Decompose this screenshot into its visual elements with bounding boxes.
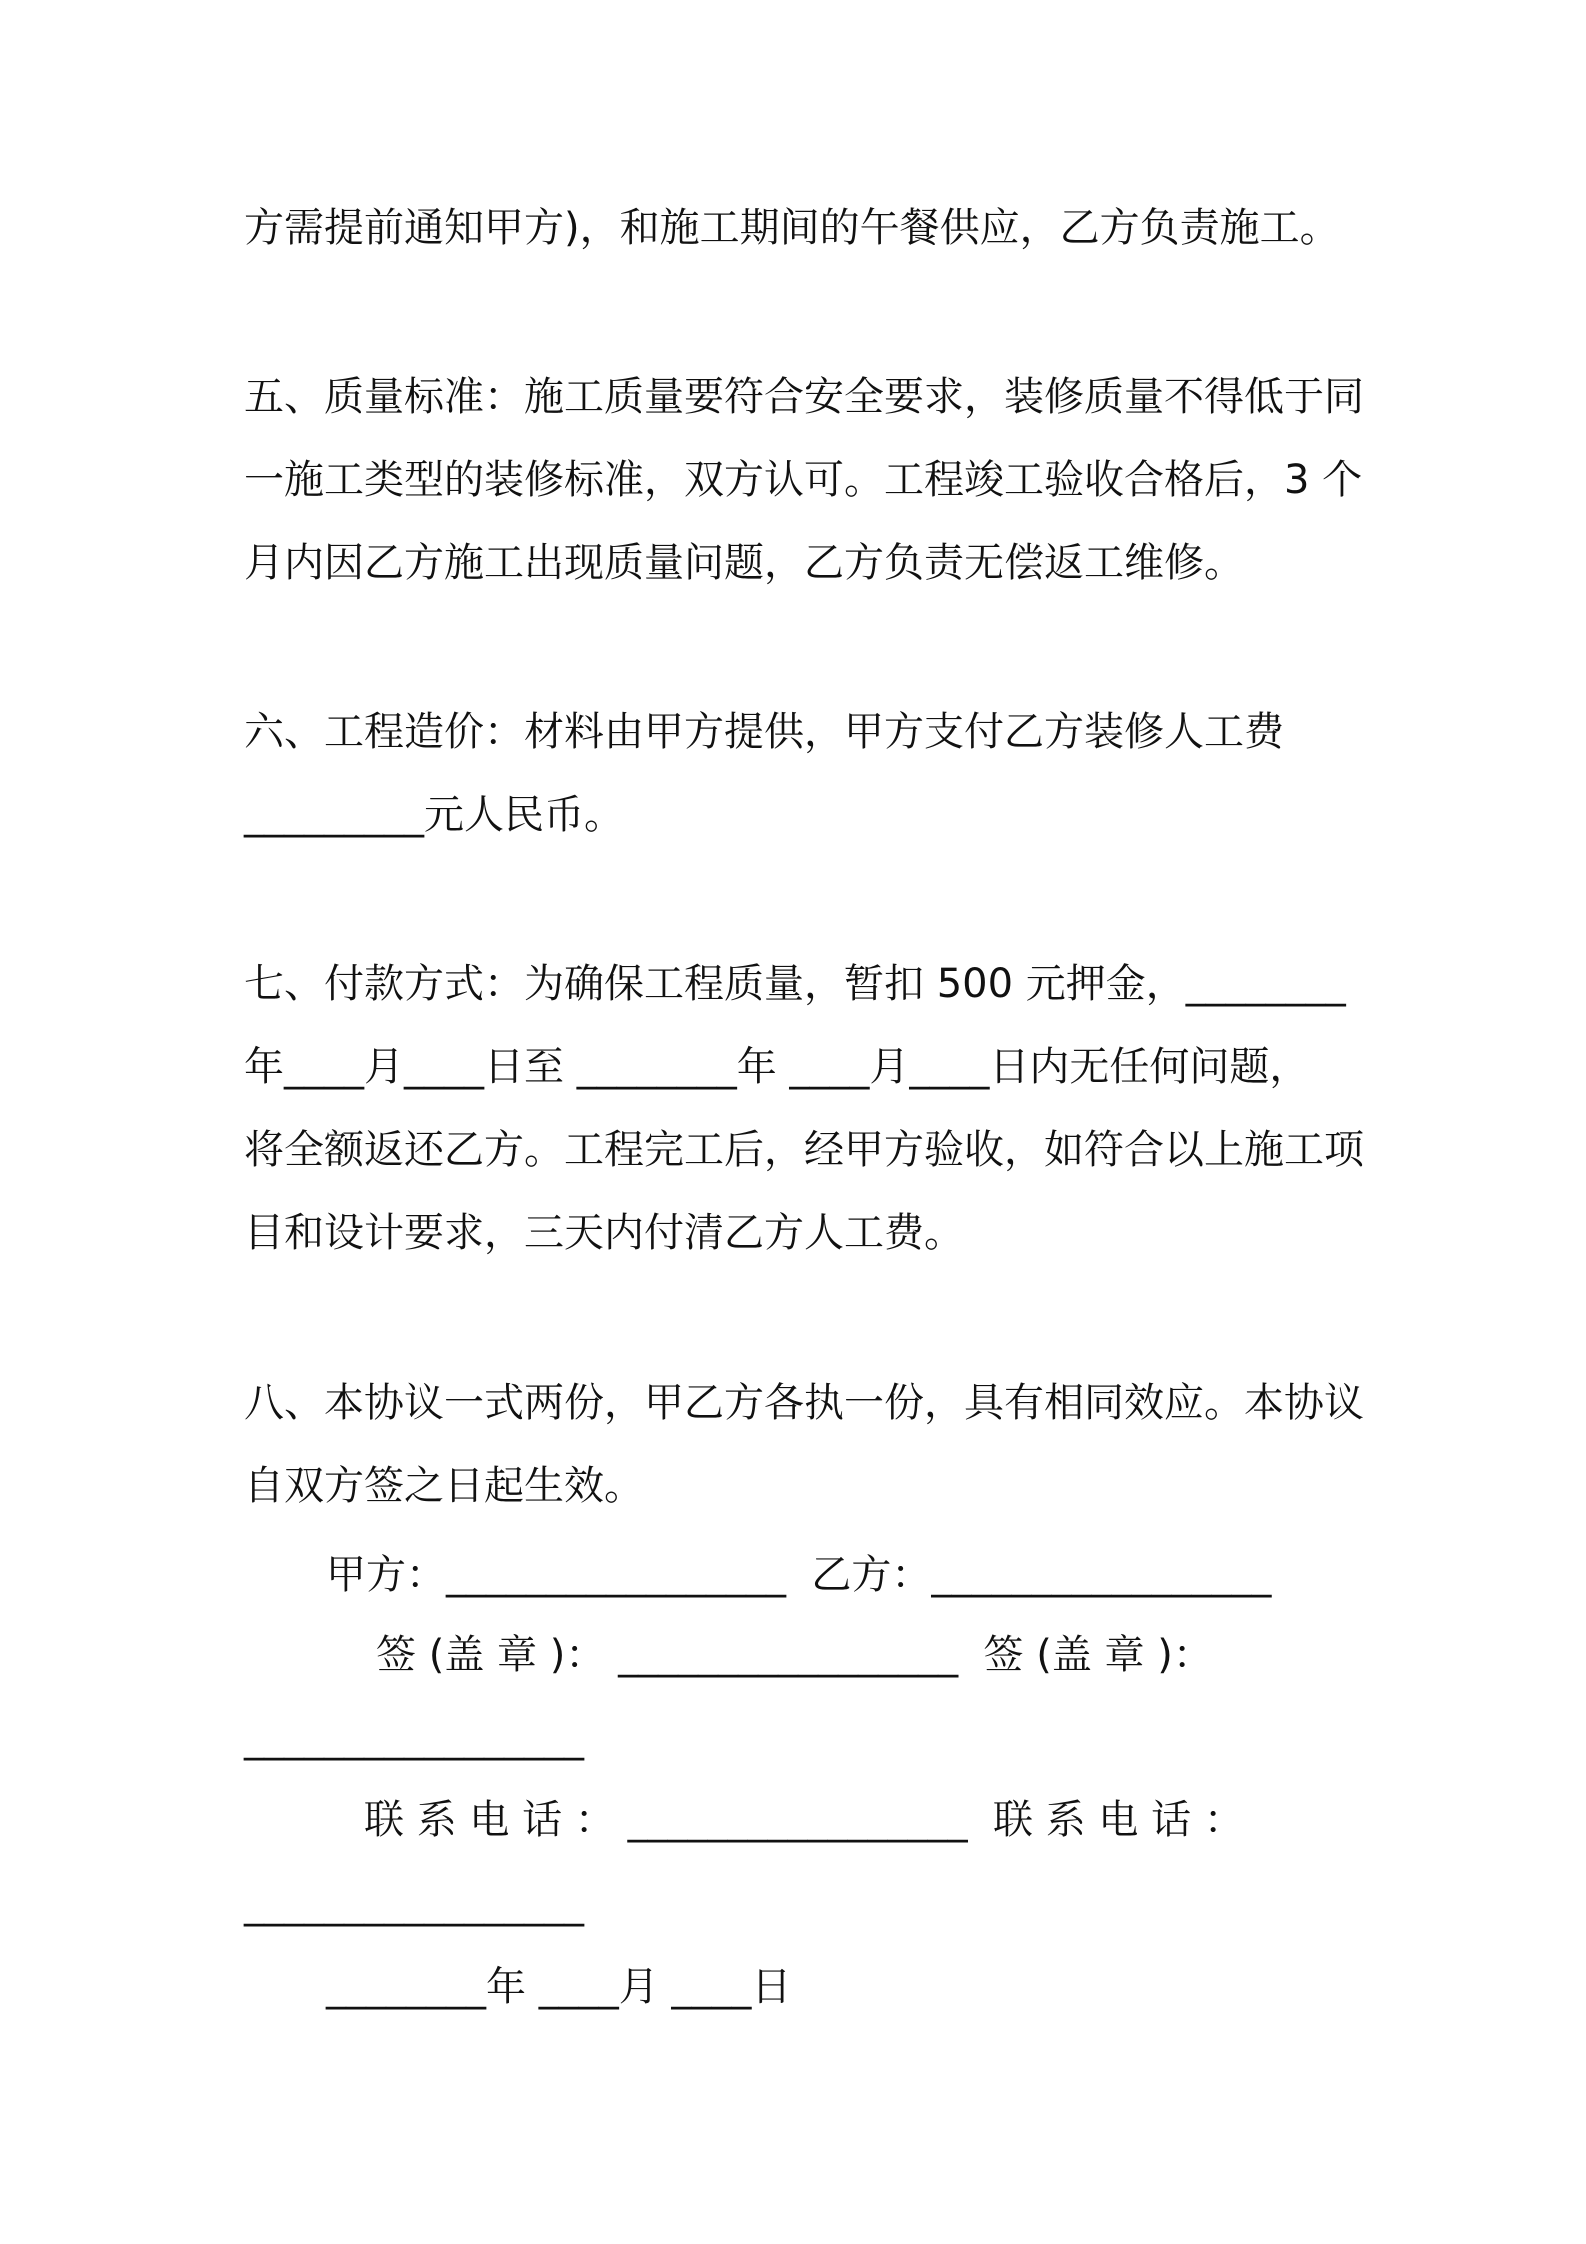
section7-line-1: 七、付款方式：为确保工程质量，暂扣 500 元押金，________ — [244, 961, 1346, 1007]
section6-line-1: 六、工程造价：材料由甲方提供，甲方支付乙方装修人工费 — [244, 709, 1284, 755]
intro-line-1: 方需提前通知甲方)，和施工期间的午餐供应，乙方负责施工。 — [244, 205, 1340, 251]
signature-phone: 联 系 电 话 ： _________________ 联 系 电 话 ： — [364, 1797, 1244, 1843]
signature-parties: 甲方：_________________ 乙方：_________________ — [326, 1552, 1272, 1598]
section7-line-3: 将全额返还乙方。工程完工后，经甲方验收，如符合以上施工项 — [244, 1127, 1364, 1173]
section6-line-2: _________元人民币。 — [244, 792, 624, 838]
section7-line-2: 年____月____日至 ________年 ____月____日内无任何问题， — [244, 1044, 1310, 1090]
section8-line-2: 自双方签之日起生效。 — [244, 1463, 644, 1509]
section5-line-2: 一施工类型的装修标准，双方认可。工程竣工验收合格后，3 个 — [244, 457, 1363, 503]
signature-date: ________年 ____月 ____日 — [326, 1964, 792, 2010]
signature-seal: 签 (盖 章 )： _________________ 签 (盖 章 )： — [376, 1632, 1213, 1678]
section5-line-3: 月内因乙方施工出现质量问题，乙方负责无偿返工维修。 — [244, 540, 1244, 586]
signature-seal-continued: _________________ — [244, 1715, 584, 1761]
signature-phone-continued: _________________ — [244, 1881, 584, 1927]
section7-line-4: 目和设计要求，三天内付清乙方人工费。 — [244, 1210, 964, 1256]
section5-line-1: 五、质量标准：施工质量要符合安全要求，装修质量不得低于同 — [244, 374, 1364, 420]
section8-line-1: 八、本协议一式两份，甲乙方各执一份，具有相同效应。本协议 — [244, 1380, 1364, 1426]
